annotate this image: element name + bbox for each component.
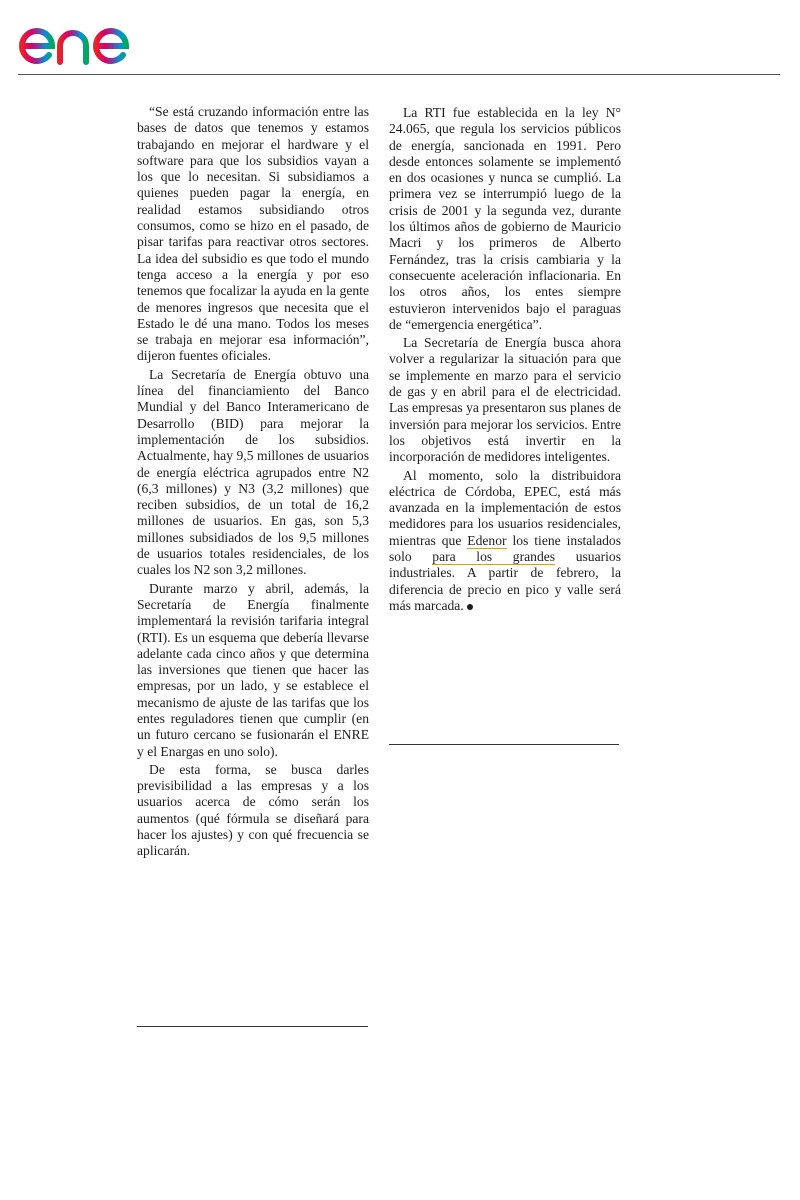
paragraph-final — [389, 468, 621, 615]
enel-logo — [18, 10, 168, 66]
article-column-right — [389, 105, 621, 616]
article-column-left — [137, 104, 369, 862]
text-segment: los tiene instalados solo — [389, 532, 621, 565]
text-segment: usuarios industriales. A partir de febrero, la diferencia de precio en pico y valle será más marcada. — [389, 549, 622, 613]
paragraph: Durante marzo y abril, además, la Secretaría de Energía finalmente implementará la revisión tarifaria integral (RTI). Es un esquema que debería llevarse adelante cada cinco años y que determina las inversiones que tienen que hacer las empresas, por un lado, y se establece el mecanismo de ajuste de las tarifas que los entes reguladores tienen que cumplir (en un futuro cercano se fusionarán el ENRE y el Enargas en uno solo). — [137, 580, 369, 759]
end-of-article-icon — [467, 604, 473, 610]
highlight-edenor: Edenor — [467, 532, 507, 548]
paragraph: La Secretaría de Energía busca ahora volver a regularizar la situación para que se implemente en marzo para el servicio de gas y en abril para el de electricidad. Las empresas ya presentaron sus planes de inversión para mejorar los servicios. Entre los objetivos está invertir en la incorporación de medidores inteligentes. — [389, 335, 621, 465]
paragraph: “Se está cruzando información entre las bases de datos que tenemos y estamos trabajando en mejorar el hardware y el software para que los subsidios vayan a los que lo necesitan. Si subsidiamos a quienes pueden pagar la energía, en realidad estamos subsidiando otros consumos, como se hizo en el pasado, de pisar tarifas para reactivar otros sectores. La idea del subsidio es que todo el mundo tenga acceso a la energía y por eso tenemos que focalizar la ayuda en la gente de menores ingresos que necesita que el Estado le dé una mano. Todos los meses se trabaja en mejorar esa información”, dijeron fuentes oficiales. — [137, 104, 369, 364]
column-end-rule-right — [389, 744, 619, 745]
highlight-grandes: para los grandes — [432, 549, 556, 565]
text-segment: Al momento, solo la distribuidora eléctrica de Córdoba, EPEC, está más avanzada en la implementación de estos medidores para los usuarios residenciales, mientras que — [389, 467, 621, 548]
paragraph: De esta forma, se busca darles previsibilidad a las empresas y a los usuarios acerca de cómo serán los aumentos (qué fórmula se diseñará para hacer los ajustes) y con qué frecuencia se aplicarán. — [137, 761, 369, 859]
paragraph: La RTI fue establecida en la ley N° 24.065, que regula los servicios públicos de energía, sancionada en 1991. Pero desde entonces solamente se implementó en dos ocasiones y nunca se cumplió. La primera vez se interrumpió luego de la crisis de 2001 y la segunda vez, durante los últimos años de gobierno de Mauricio Macri y los primeros de Alberto Fernández, tras la crisis cambiaria y la consecuente aceleración inflacionaria. En los otros años, los entes siempre estuvieron intervenidos bajo el paraguas de “emergencia energética”. — [389, 105, 621, 332]
header-divider — [18, 74, 780, 75]
enel-logo-mark — [18, 10, 168, 66]
column-end-rule-left — [137, 1026, 368, 1027]
paragraph: La Secretaría de Energía obtuvo una línea del financiamiento del Banco Mundial y del Banco Interamericano de Desarrollo (BID) para mejorar la implementación de los subsidios. Actualmente, hay 9,5 millones de usuarios de energía eléctrica agrupados entre N2 (6,3 millones) y N3 (3,2 millones) que reciben subsidios, de un total de 16,2 millones de usuarios. En gas, son 5,3 millones subsidiados de los 9,5 millones de usuarios totales residenciales, de los cuales los N2 son 3,2 millones. — [137, 366, 369, 578]
